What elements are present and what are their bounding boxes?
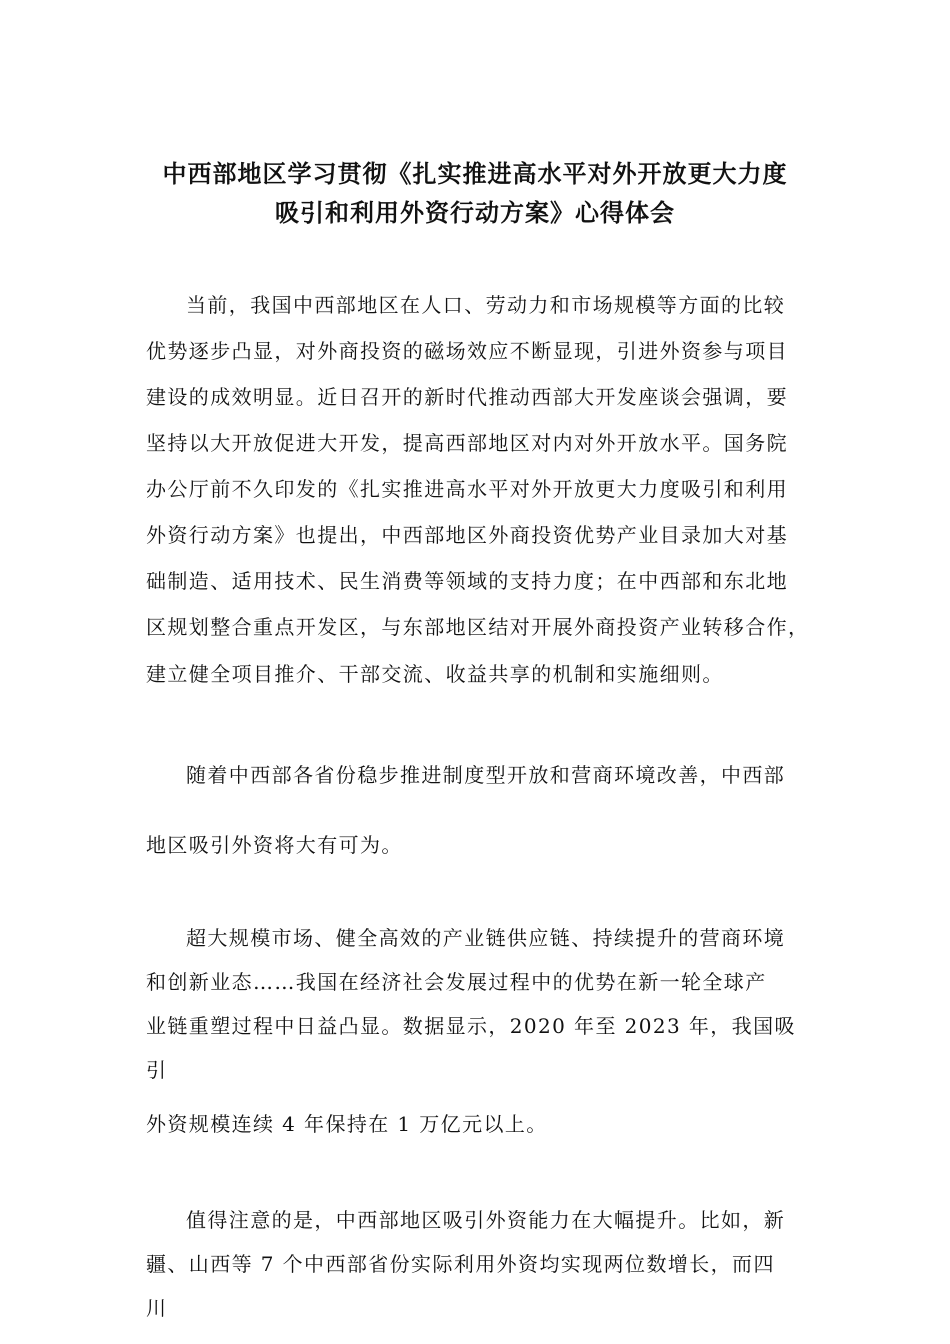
paragraph-line: 外资行动方案》也提出，中西部地区外商投资优势产业目录加大对基 [146,523,788,547]
paragraph-line: 疆、山西等 7 个中西部省份实际利用外资均实现两位数增长，而四 [146,1252,775,1276]
paragraph-line: 区规划整合重点开发区，与东部地区结对开展外商投资产业转移合作， [146,615,810,639]
paragraph-line: 建立健全项目推介、干部交流、收益共享的机制和实施细则。 [146,662,724,686]
paragraph-line: 业链重塑过程中日益凸显。数据显示，2020 年至 2023 年，我国吸 [146,1014,796,1038]
paragraph-line: 当前，我国中西部地区在人口、劳动力和市场规模等方面的比较 [186,293,786,317]
paragraph-line: 川 [146,1296,168,1320]
paragraph-line: 坚持以大开放促进大开发，提高西部地区对内对外开放水平。国务院 [146,431,788,455]
paragraph-line: 础制造、适用技术、民生消费等领域的支持力度；在中西部和东北地 [146,569,788,593]
paragraph-line: 办公厅前不久印发的《扎实推进高水平对外开放更大力度吸引和利用 [146,477,788,501]
paragraph-line: 优势逐步凸显，对外商投资的磁场效应不断显现，引进外资参与项目 [146,339,788,363]
paragraph-line: 引 [146,1058,168,1082]
paragraph-line: 和创新业态……我国在经济社会发展过程中的优势在新一轮全球产 [146,970,767,994]
paragraph-line: 外资规模连续 4 年保持在 1 万亿元以上。 [146,1112,548,1136]
document-title-line-2: 吸引和利用外资行动方案》心得体会 [275,198,675,227]
paragraph-line: 值得注意的是，中西部地区吸引外资能力在大幅提升。比如，新 [186,1208,786,1232]
paragraph-line: 随着中西部各省份稳步推进制度型开放和营商环境改善，中西部 [186,763,786,787]
paragraph-line: 地区吸引外资将大有可为。 [146,833,403,857]
document-title-line-1: 中西部地区学习贯彻《扎实推进高水平对外开放更大力度 [162,159,788,188]
paragraph-line: 超大规模市场、健全高效的产业链供应链、持续提升的营商环境 [186,926,786,950]
paragraph-line: 建设的成效明显。近日召开的新时代推动西部大开发座谈会强调，要 [146,385,788,409]
